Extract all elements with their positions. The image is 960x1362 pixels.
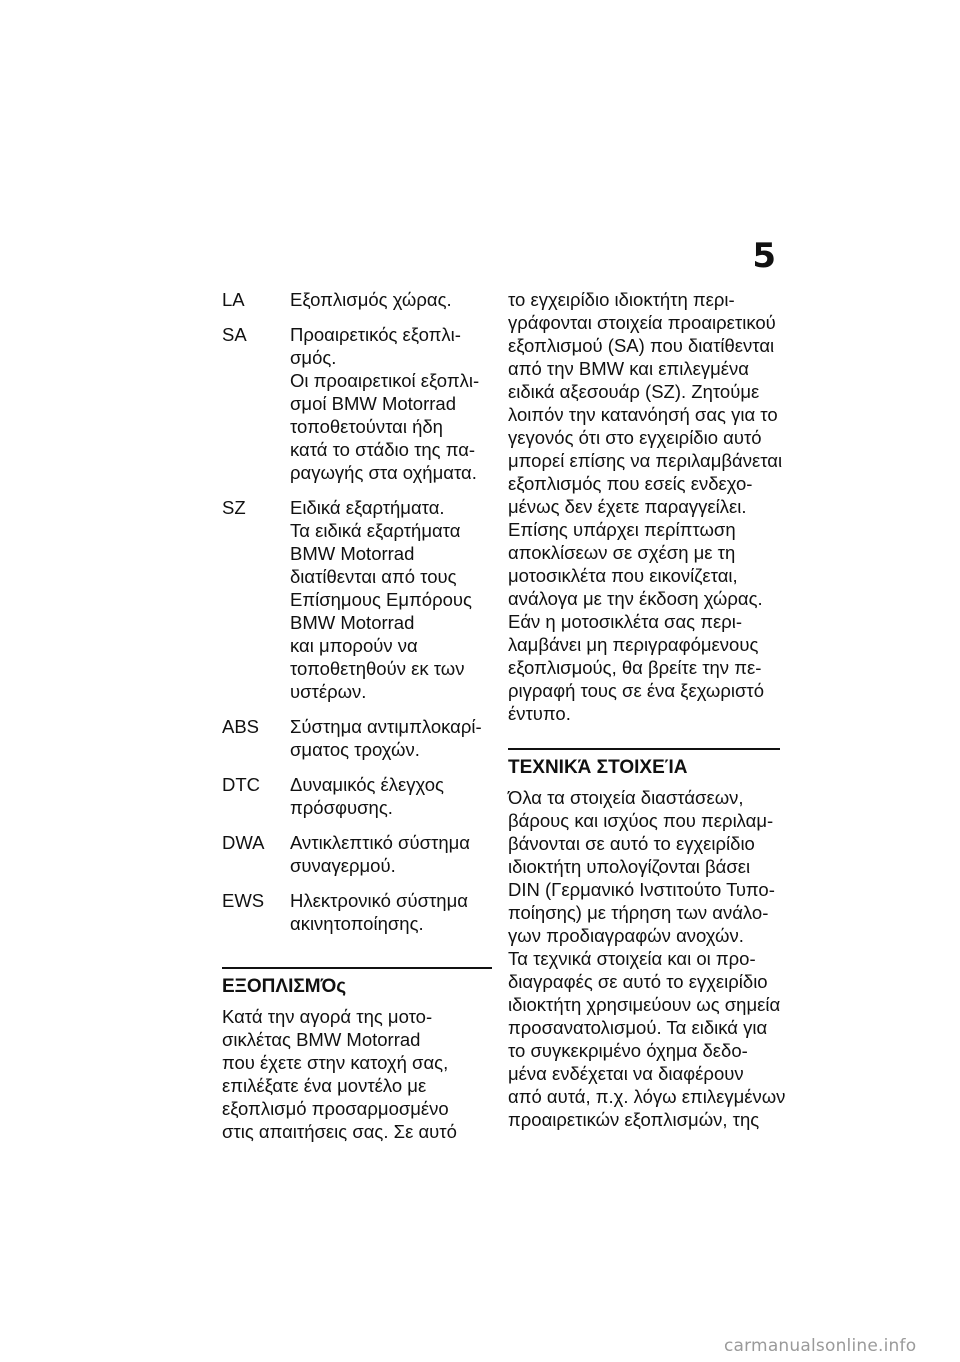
text-line: μοτοσικλέτα που εικονίζεται, <box>508 565 738 586</box>
abbreviation-key: DTC <box>222 774 261 795</box>
text-line: ειδικά αξεσουάρ (SZ). Ζητούμε <box>508 381 760 402</box>
text-line: εξοπλισμού (SA) που διατίθενται <box>508 335 775 356</box>
text-line: αποκλίσεων σε σχέση με τη <box>508 542 736 563</box>
text-line: εξοπλισμούς, θα βρείτε την πε- <box>508 657 762 678</box>
text-line: ραγωγής στα οχήματα. <box>290 462 477 483</box>
text-line: το εγχειρίδιο ιδιοκτήτη περι- <box>508 289 735 310</box>
text-line: Σύστημα αντιμπλοκαρί- <box>290 716 482 737</box>
abbreviation-key: SA <box>222 324 247 345</box>
text-line: Ηλεκτρονικό σύστημα <box>290 890 468 911</box>
abbreviation-description <box>290 773 444 819</box>
abbreviation-description <box>290 889 468 935</box>
text-line: Οι προαιρετικοί εξοπλι- <box>290 370 480 391</box>
abbreviation-key: DWA <box>222 832 265 853</box>
text-line: Κατά την αγορά της μοτο- <box>222 1006 433 1027</box>
text-line: λαμβάνει μη περιγραφόμενους <box>508 634 759 655</box>
text-line: που έχετε στην κατοχή σας, <box>222 1052 449 1073</box>
left-column <box>222 288 492 1143</box>
text-line: προσανατολισμού. Τα ειδικά για <box>508 1017 768 1038</box>
technical-data-heading: ΤΕΧΝΙΚΆ ΣΤΟΙΧΕΊΑ <box>508 748 780 780</box>
text-line: ιδιοκτήτη υπολογίζονται βάσει <box>508 856 751 877</box>
text-line: σματος τροχών. <box>290 739 420 760</box>
text-line: υστέρων. <box>290 681 367 702</box>
abbreviation-key: EWS <box>222 890 265 911</box>
abbreviation-description <box>290 323 479 484</box>
text-line: Τα ειδικά εξαρτήματα <box>290 520 461 541</box>
text-line: το συγκεκριμένο όχημα δεδο- <box>508 1040 748 1061</box>
abbreviation-description <box>290 715 482 761</box>
text-line: BMW Motorrad <box>290 612 415 633</box>
text-line: Εάν η μοτοσικλέτα σας περι- <box>508 611 743 632</box>
text-line: συναγερμού. <box>290 855 396 876</box>
text-line: Ειδικά εξαρτήματα. <box>290 497 445 518</box>
text-line: γεγονός ότι στο εγχειρίδιο αυτό <box>508 427 762 448</box>
abbreviation-row-abs <box>222 715 492 761</box>
text-line: Εξοπλισμός χώρας. <box>290 289 452 310</box>
text-line: λοιπόν την κατανόησή σας για το <box>508 404 778 425</box>
text-line: εξοπλισμός που εσείς ενδεχο- <box>508 473 753 494</box>
text-line: ριγραφή τους σε ένα ξεχωριστό <box>508 680 765 701</box>
text-line: μένως δεν έχετε παραγγείλει. <box>508 496 747 517</box>
abbreviation-row-dtc <box>222 773 492 819</box>
text-line: εξοπλισμό προσαρμοσμένο <box>222 1098 449 1119</box>
text-line: Προαιρετικός εξοπλι- <box>290 324 461 345</box>
text-line: πρόσφυσης. <box>290 797 393 818</box>
abbreviation-row-sz <box>222 496 492 703</box>
abbreviation-description <box>290 496 472 703</box>
text-line: βάνονται σε αυτό το εγχειρίδιο <box>508 833 755 854</box>
abbreviation-row-la <box>222 288 492 311</box>
text-line: τοποθετηθούν εκ των <box>290 658 465 679</box>
abbreviation-key: ABS <box>222 716 260 737</box>
text-line: επιλέξατε ένα μοντέλο με <box>222 1075 427 1096</box>
equipment-paragraph <box>222 1005 492 1143</box>
text-line: διατίθενται από τους <box>290 566 457 587</box>
text-line: τοποθετούνται ήδη <box>290 416 443 437</box>
right-column <box>508 288 786 1131</box>
text-line: από αυτά, π.χ. λόγω επιλεγμένων <box>508 1086 786 1107</box>
text-line: κατά το στάδιο της πα- <box>290 439 476 460</box>
text-line: σικλέτας BMW Motorrad <box>222 1029 421 1050</box>
text-line: Αντικλεπτικό σύστημα <box>290 832 470 853</box>
abbreviation-row-sa <box>222 323 492 484</box>
text-line: ανάλογα με την έκδοση χώρας. <box>508 588 763 609</box>
text-line: Δυναμικός έλεγχος <box>290 774 444 795</box>
text-line: από την BMW και επιλεγμένα <box>508 358 749 379</box>
text-line: Όλα τα στοιχεία διαστάσεων, <box>508 787 744 808</box>
abbreviation-description <box>290 831 470 877</box>
technical-data-paragraph <box>508 786 786 1131</box>
text-line: ακινητοποίησης. <box>290 913 424 934</box>
equipment-paragraph-continued <box>508 288 783 725</box>
text-line: βάρους και ισχύος που περιλαμ- <box>508 810 774 831</box>
text-line: Επίσης υπάρχει περίπτωση <box>508 519 736 540</box>
text-line: γράφονται στοιχεία προαιρετικού <box>508 312 776 333</box>
abbreviation-row-ews <box>222 889 492 935</box>
abbreviation-key: LA <box>222 289 245 310</box>
text-line: μπορεί επίσης να περιλαμβάνεται <box>508 450 783 471</box>
text-line: ιδιοκτήτη χρησιμεύουν ως σημεία <box>508 994 781 1015</box>
text-line: σμός. <box>290 347 337 368</box>
text-line: DIN (Γερμανικό Ινστιτούτο Τυπο- <box>508 879 775 900</box>
text-line: στις απαιτήσεις σας. Σε αυτό <box>222 1121 457 1142</box>
text-line: γων προδιαγραφών ανοχών. <box>508 925 744 946</box>
page-number: 5 <box>752 236 776 276</box>
text-line: Τα τεχνικά στοιχεία και οι προ- <box>508 948 756 969</box>
abbreviation-list <box>222 288 492 935</box>
text-line: Επίσημους Εμπόρους <box>290 589 472 610</box>
watermark[interactable]: carmanualsonline.info <box>724 1336 917 1356</box>
abbreviation-key: SZ <box>222 497 246 518</box>
abbreviation-description <box>290 288 452 311</box>
abbreviation-row-dwa <box>222 831 492 877</box>
equipment-heading: ΕΞΟΠΛΙΣΜΌς <box>222 967 492 999</box>
text-line: σμοί BMW Motorrad <box>290 393 456 414</box>
text-line: έντυπο. <box>508 703 571 724</box>
text-line: BMW Motorrad <box>290 543 415 564</box>
text-line: διαγραφές σε αυτό το εγχειρίδιο <box>508 971 768 992</box>
text-line: ποίησης) με τήρηση των ανάλο- <box>508 902 769 923</box>
text-line: προαιρετικών εξοπλισμών, της <box>508 1109 760 1130</box>
text-line: μένα ενδέχεται να διαφέρουν <box>508 1063 744 1084</box>
text-line: και μπορούν να <box>290 635 418 656</box>
